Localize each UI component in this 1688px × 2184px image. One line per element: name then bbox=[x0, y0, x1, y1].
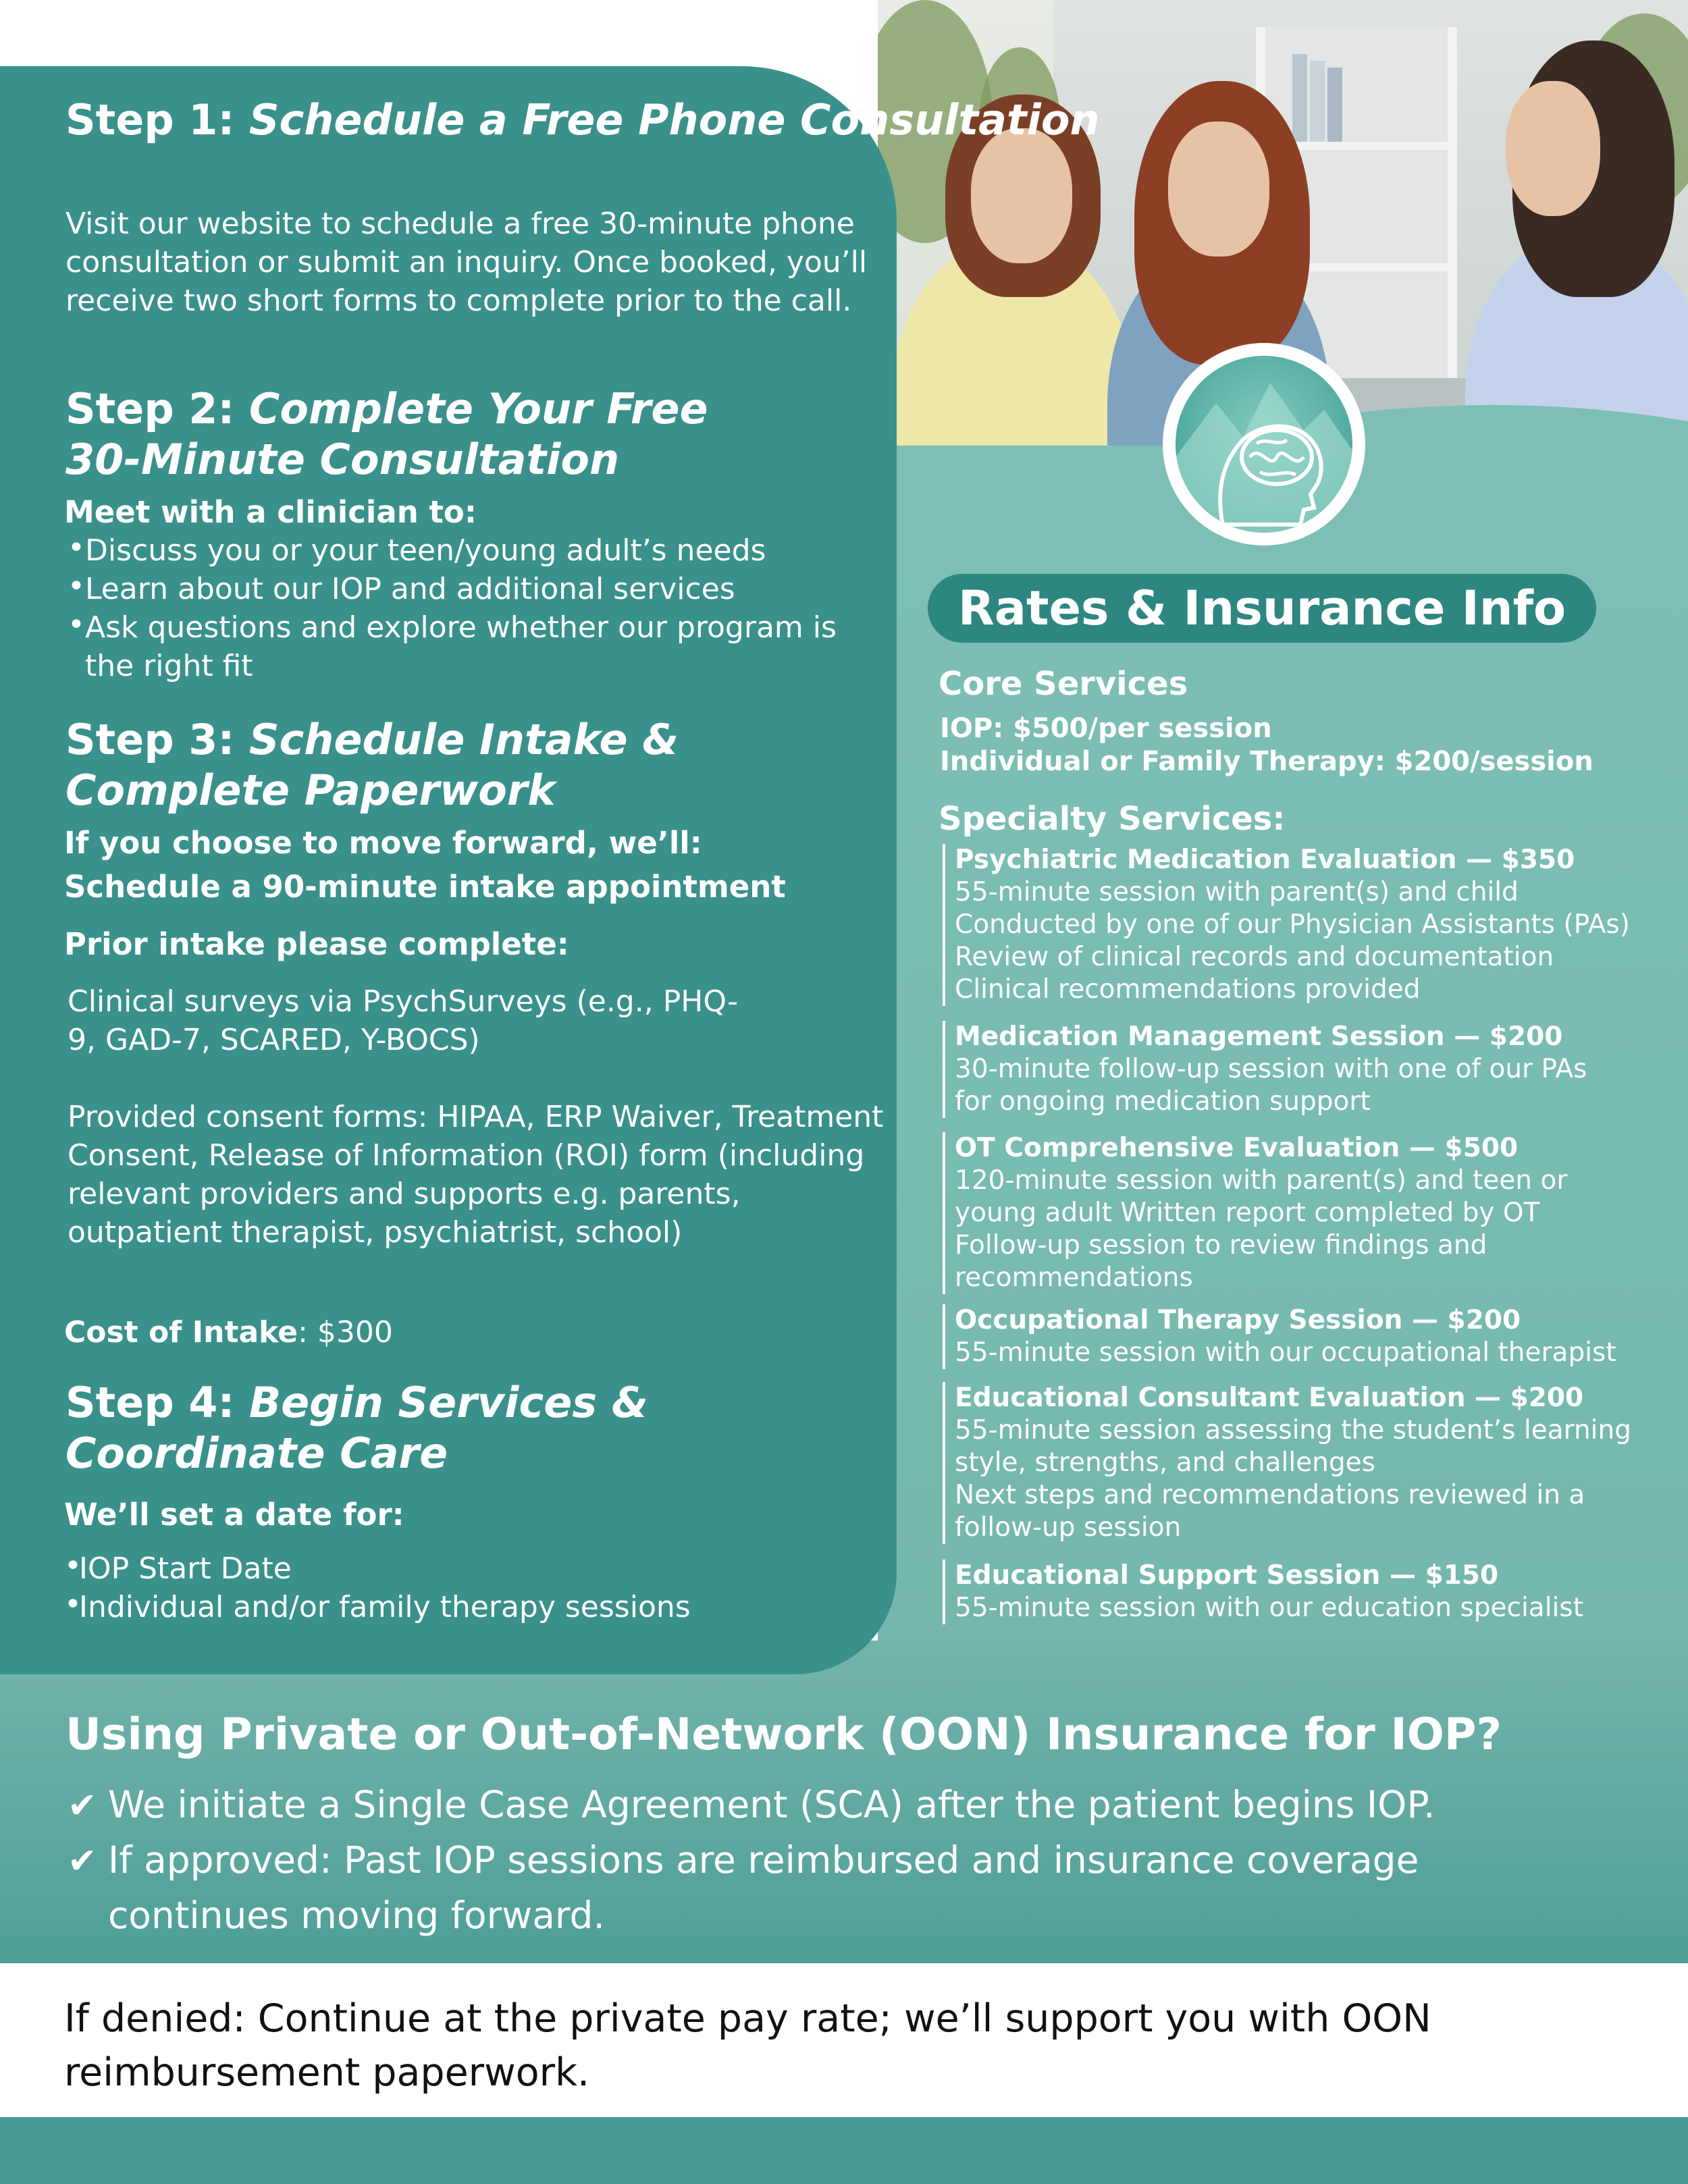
rates-heading: Rates & Insurance Info bbox=[957, 581, 1566, 636]
step4-label: Step 4: bbox=[65, 1378, 235, 1427]
service-item bbox=[943, 1560, 1677, 1624]
service-line: 55-minute session assessing the student’s learning bbox=[955, 1415, 1631, 1445]
step2-intro: Meet with a clinician to: bbox=[64, 494, 477, 530]
service-item bbox=[943, 1304, 1677, 1369]
step3-title-line1: Schedule Intake & bbox=[248, 715, 679, 764]
service-item bbox=[943, 844, 1677, 1006]
step3-cost bbox=[64, 1313, 393, 1352]
service-line: young adult Written report completed by OT bbox=[955, 1198, 1540, 1228]
service-line: follow-up session bbox=[955, 1512, 1182, 1543]
service-title: Educational Consultant Evaluation — $200 bbox=[955, 1383, 1584, 1413]
oon-item-text: If approved: Past IOP sessions are reimbursed and insurance coverage continues moving forward. bbox=[108, 1838, 1419, 1937]
service-line: Next steps and recommendations reviewed in a bbox=[955, 1480, 1585, 1510]
step3-line1: If you choose to move forward, we’ll: bbox=[64, 825, 702, 861]
step1-label: Step 1: bbox=[65, 95, 235, 144]
step4-bullets bbox=[64, 1549, 888, 1626]
service-item bbox=[943, 1021, 1677, 1118]
service-line: 55-minute session with parent(s) and child bbox=[955, 877, 1519, 907]
oon-item-text: We initiate a Single Case Agreement (SCA) after the patient begins IOP. bbox=[108, 1783, 1435, 1826]
service-line: 30-minute follow-up session with one of our PAs bbox=[955, 1054, 1587, 1084]
oon-title: Using Private or Out-of-Network (OON) Insurance for IOP? bbox=[65, 1709, 1502, 1760]
service-line: recommendations bbox=[955, 1262, 1193, 1293]
denied-note: If denied: Continue at the private pay rate; we’ll support you with OON reimbursement paperwork. bbox=[64, 1996, 1431, 2095]
checkmark-icon: ✔ bbox=[68, 1841, 97, 1882]
service-line: Review of clinical records and documentation bbox=[955, 942, 1554, 972]
service-line: 55-minute session with our education specialist bbox=[955, 1593, 1583, 1623]
service-line: Clinical recommendations provided bbox=[955, 974, 1421, 1005]
step1-title-text: Schedule a Free Phone Consultation bbox=[248, 95, 1100, 144]
list-item: • IOP Start Date bbox=[64, 1549, 888, 1588]
step2-title-line2: 30-Minute Consultation bbox=[65, 435, 620, 484]
step4-title-line1: Begin Services & bbox=[248, 1378, 648, 1427]
service-line: for ongoing medication support bbox=[955, 1086, 1371, 1117]
step3-surveys: Clinical surveys via PsychSurveys (e.g., PHQ-9, GAD-7, SCARED, Y-BOCS) bbox=[68, 984, 739, 1057]
list-item: • Discuss you or your teen/young adult’s needs bbox=[68, 531, 891, 570]
service-title: Educational Support Session — $150 bbox=[955, 1560, 1499, 1591]
core-line: IOP: $500/per session bbox=[940, 713, 1272, 744]
step3-title bbox=[65, 714, 679, 816]
step2-title bbox=[65, 383, 708, 485]
service-line: Follow-up session to review findings and bbox=[955, 1230, 1487, 1260]
footer-band bbox=[0, 2117, 1688, 2184]
step1-body: Visit our website to schedule a free 30-minute phone consultation or submit an inquiry. Once booked, you’ll receive two short forms to complete prior to the call. bbox=[65, 207, 868, 318]
step4-intro: We’ll set a date for: bbox=[64, 1497, 404, 1533]
oon-item bbox=[68, 1832, 1593, 1943]
service-title: Occupational Therapy Session — $200 bbox=[955, 1305, 1521, 1335]
service-item bbox=[943, 1382, 1677, 1544]
rates-heading-pill bbox=[928, 574, 1596, 643]
service-item bbox=[943, 1132, 1677, 1294]
oon-item bbox=[68, 1777, 1593, 1834]
list-item: • Individual and/or family therapy sessions bbox=[64, 1588, 888, 1626]
step3-title-line2: Complete Paperwork bbox=[65, 766, 556, 815]
checkmark-icon: ✔ bbox=[68, 1786, 97, 1826]
step4-title-line2: Coordinate Care bbox=[65, 1429, 448, 1478]
cost-label: Cost of Intake bbox=[64, 1315, 298, 1350]
core-line: Individual or Family Therapy: $200/session bbox=[940, 746, 1593, 777]
step3-prior: Prior intake please complete: bbox=[64, 926, 569, 962]
service-line: Conducted by one of our Physician Assistants (PAs) bbox=[955, 909, 1630, 940]
step3-label: Step 3: bbox=[65, 715, 235, 764]
step4-title bbox=[65, 1377, 648, 1479]
service-title: Psychiatric Medication Evaluation — $350 bbox=[955, 845, 1575, 875]
step1-title bbox=[65, 95, 1100, 145]
service-line: style, strengths, and challenges bbox=[955, 1447, 1375, 1478]
brain-logo-icon bbox=[1163, 343, 1365, 545]
list-item: • Learn about our IOP and additional services bbox=[68, 570, 891, 608]
step2-label: Step 2: bbox=[65, 384, 235, 433]
service-line: 55-minute session with our occupational therapist bbox=[955, 1337, 1616, 1368]
step3-consent: Provided consent forms: HIPAA, ERP Waiver, Treatment Consent, Release of Information (ROI) form (including relevant providers and supports e.g. parents, outpatient therapist, psychiatrist, school) bbox=[68, 1100, 884, 1250]
core-services-heading: Core Services bbox=[939, 665, 1188, 703]
step2-bullets bbox=[68, 531, 891, 685]
step2-title-line1: Complete Your Free bbox=[248, 384, 708, 433]
service-title: OT Comprehensive Evaluation — $500 bbox=[955, 1133, 1519, 1163]
specialty-services-heading: Specialty Services: bbox=[939, 800, 1286, 838]
cost-value: : $300 bbox=[298, 1315, 393, 1350]
list-item: • Ask questions and explore whether our program is the right fit bbox=[68, 608, 891, 685]
step3-line2: Schedule a 90-minute intake appointment bbox=[64, 869, 786, 905]
service-line: 120-minute session with parent(s) and teen or bbox=[955, 1165, 1568, 1196]
service-title: Medication Management Session — $200 bbox=[955, 1021, 1563, 1052]
